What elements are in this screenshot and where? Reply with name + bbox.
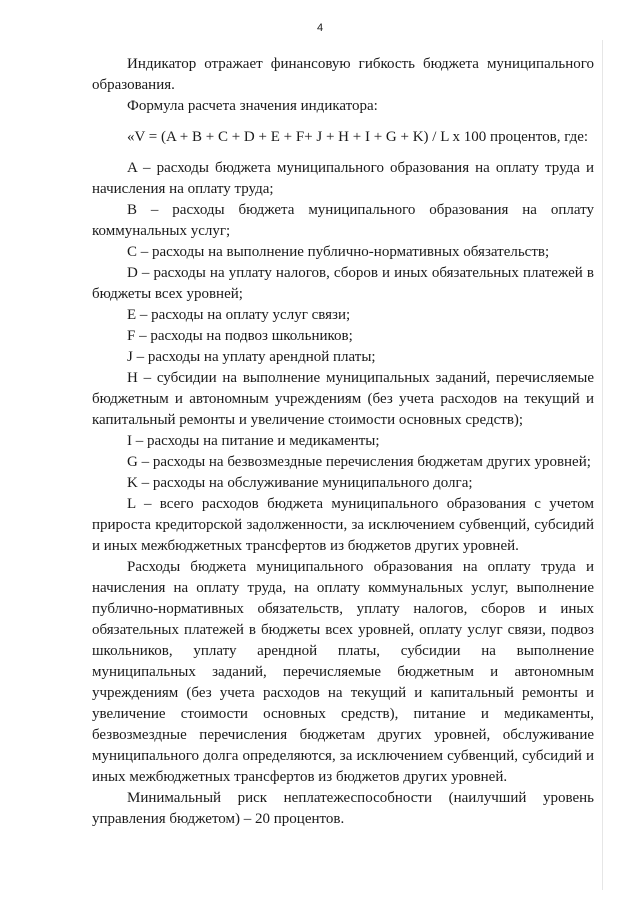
paragraph: Расходы бюджета муниципального образования на оплату труда и начисления на оплату труда, на оплату коммунальных услуг, выполнение публично-нормативных обязательств, уплату налогов, сборов и иных обязательных платежей в бюджеты всех уровней, оплату услуг связи, подвоз школьников, уплату арендной платы, субсидии на выполнение муниципальных заданий, перечисляемые бюджетным и автономным учреждениям (без учета расходов на текущий и капитальный ремонты и увеличение стоимости основных средств), питание и медикаменты, безвозмездные перечисления бюджетам других уровней, обслуживание муниципального долга определяются, за исключением субвенций, субсидий и иных межбюджетных трансфертов из бюджетов других уровней.	[92, 559, 594, 785]
paragraph: J – расходы на уплату арендной платы;	[127, 349, 376, 365]
paragraph: Минимальный риск неплатежеспособности (наилучший уровень управления бюджетом) – 20 процентов.	[92, 790, 594, 827]
document-body	[92, 54, 594, 830]
paragraph: L – всего расходов бюджета муниципального образования с учетом прироста кредиторской задолженности, за исключением субвенций, субсидий и иных межбюджетных трансфертов из бюджетов других уровней.	[92, 496, 594, 554]
paragraph: E – расходы на оплату услуг связи;	[127, 307, 351, 323]
paragraph: Формула расчета значения индикатора:	[127, 98, 378, 114]
scan-edge-line	[602, 40, 603, 890]
paragraph: H – субсидии на выполнение муниципальных заданий, перечисляемые бюджетным и автономным учреждениям (без учета расходов на текущий и капитальный ремонты и увеличение стоимости основных средств);	[92, 370, 594, 428]
paragraph: B – расходы бюджета муниципального образования на оплату коммунальных услуг;	[92, 202, 594, 239]
paragraph: Индикатор отражает финансовую гибкость бюджета муниципального образования.	[92, 56, 594, 93]
paragraph: A – расходы бюджета муниципального образования на оплату труда и начисления на оплату труда;	[92, 160, 594, 197]
paragraph: F – расходы на подвоз школьников;	[127, 328, 353, 344]
paragraph: G – расходы на безвозмездные перечисления бюджетам других уровней;	[127, 454, 591, 470]
formula-paragraph: «V = (A + B + C + D + E + F+ J + H + I + G + K) / L x 100 процентов, где:	[127, 129, 589, 145]
paragraph: D – расходы на уплату налогов, сборов и иных обязательных платежей в бюджеты всех уровней;	[92, 265, 594, 302]
paragraph: I – расходы на питание и медикаменты;	[127, 433, 380, 449]
paragraph: K – расходы на обслуживание муниципального долга;	[127, 475, 473, 491]
paragraph: C – расходы на выполнение публично-нормативных обязательств;	[127, 244, 550, 260]
page-number: 4	[316, 22, 324, 34]
